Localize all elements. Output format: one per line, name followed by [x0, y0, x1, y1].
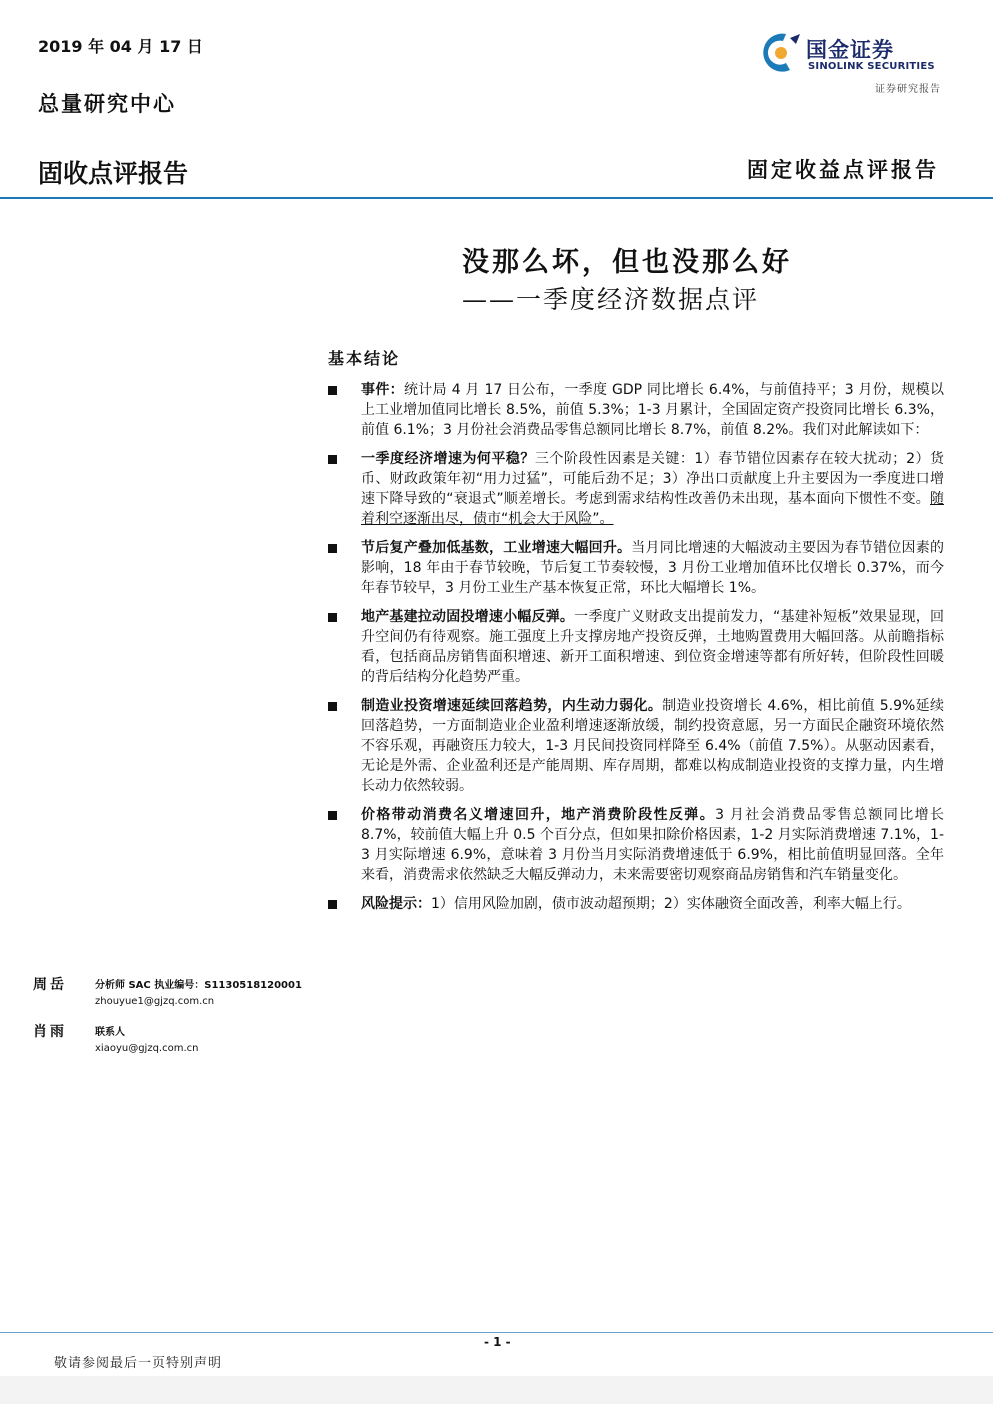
- bullet-square-icon: [328, 613, 337, 622]
- bullet-text: 一季度广义财政支出提前发力，“基建补短板”效果显现，回升空间仍有待观察。施工强度上升支撑房地产投资反弹，土地购置费用大幅回落。从前瞻指标看，包括商品房销售面积增速、新开工面积增速、到位资金增速等都有所好转，但阶段性回暖的背后结构分化趋势严重。: [361, 609, 944, 685]
- bullet-lead: 地产基建拉动固投增速小幅反弹。: [361, 609, 575, 625]
- bullet-square-icon: [328, 455, 337, 464]
- analyst-email[interactable]: zhouyue1@gjzq.com.cn: [95, 996, 215, 1007]
- analyst-name: 周岳: [33, 977, 67, 993]
- bullet-lead: 价格带动消费名义增速回升，地产消费阶段性反弹。: [361, 807, 716, 823]
- analyst-info: [95, 978, 302, 1010]
- bullet-risk: [326, 894, 944, 914]
- bullet-text: 1）信用风险加剧，债市波动超预期；2）实体融资全面改善，利率大幅上行。: [431, 896, 911, 912]
- contact-email[interactable]: xiaoyu@gjzq.com.cn: [95, 1043, 199, 1054]
- analyst-role: 分析师 SAC 执业编号：S1130518120001: [95, 980, 302, 991]
- report-title: 没那么坏，但也没那么好: [462, 247, 792, 278]
- bullet-lead: 制造业投资增速延续回落趋势，内生动力弱化。: [361, 698, 663, 714]
- bullet-industry: [326, 538, 944, 598]
- report-type: 固收点评报告: [38, 159, 189, 188]
- bullet-investment: [326, 607, 944, 687]
- page-number: - 1 -: [484, 1335, 511, 1349]
- logo-subtitle: 证券研究报告: [875, 84, 941, 95]
- contact-info: [95, 1025, 198, 1057]
- conclusion-list: [326, 380, 944, 923]
- bullet-square-icon: [328, 386, 337, 395]
- logo-text-cn: 国金证券: [806, 38, 894, 62]
- report-date: 2019 年 04 月 17 日: [38, 37, 203, 56]
- logo-text-en: SINOLINK SECURITIES: [808, 61, 935, 72]
- bullet-square-icon: [328, 702, 337, 711]
- bullet-underlined-text: 随着利空逐渐出尽，债市“机会大于风险”。: [361, 491, 944, 527]
- bullet-square-icon: [328, 544, 337, 553]
- bullet-text: 制造业投资增长 4.6%，相比前值 5.9%延续回落趋势，一方面制造业企业盈利增速逐渐放缓，制约投资意愿，另一方面民企融资环境依然不容乐观，再融资压力较大，1-3 月民间投资同样降至 6.4%（前值 7.5%）。从驱动因素看，无论是外需、企业盈利还是产能周期、库存周期，都难以构成制造业投资的支撑力量，内生增长动力依然较弱。: [361, 698, 945, 794]
- bullet-manufacturing: [326, 696, 944, 796]
- header-divider: [0, 197, 993, 199]
- bullet-lead: 一季度经济增速为何平稳？: [361, 451, 535, 467]
- footer-disclaimer: 敬请参阅最后一页特别声明: [54, 1356, 223, 1371]
- footer-band: [0, 1376, 993, 1404]
- bullet-square-icon: [328, 900, 337, 909]
- bullet-lead: 节后复产叠加低基数，工业增速大幅回升。: [361, 540, 632, 556]
- bullet-text: 当月同比增速的大幅波动主要因为春节错位因素的影响，18 年由于春节较晚，节后复工节奏较慢，3 月份工业增加值环比仅增长 0.37%，而今年春节较早，3 月份工业生产基本恢复正常，环比大幅增长 1%。: [361, 540, 945, 596]
- bullet-event: [326, 380, 944, 440]
- section-title: 基本结论: [328, 349, 401, 368]
- bullet-text: 3 月社会消费品零售总额同比增长 8.7%，较前值大幅上升 0.5 个百分点，但如果扣除价格因素，1-2 月实际消费增速 7.1%，1-3 月实际增速 6.9%，意味着 3 月份当月实际消费增速低于 6.9%，相比前值明显回落。全年来看，消费需求依然缺乏大幅反弹动力，未来需要密切观察商品房销售和汽车销量变化。: [361, 807, 945, 883]
- report-type-right: 固定收益点评报告: [747, 157, 939, 182]
- bullet-gdp: [326, 449, 944, 529]
- footer-divider: [0, 1332, 993, 1333]
- bullet-consumption: [326, 805, 944, 885]
- bullet-lead: 事件：: [361, 382, 404, 398]
- contact-role: 联系人: [95, 1027, 125, 1038]
- logo-mark-icon: [756, 30, 806, 76]
- bullet-square-icon: [328, 811, 337, 820]
- bullet-text: 三个阶段性因素是关键：1）春节错位因素存在较大扰动；2）货币、财政政策年初“用力过猛”，可能后劲不足；3）净出口贡献度上升主要因为一季度进口增速下降导致的“衰退式”顺差增长。考虑到需求结构性改善仍未出现，基本面向下惯性不变。: [361, 451, 944, 507]
- contact-name: 肖雨: [33, 1024, 67, 1040]
- report-subtitle: ——一季度经济数据点评: [462, 285, 760, 314]
- bullet-lead: 风险提示：: [361, 896, 431, 912]
- department-name: 总量研究中心: [38, 91, 176, 116]
- bullet-text: 统计局 4 月 17 日公布，一季度 GDP 同比增长 6.4%，与前值持平；3 月份，规模以上工业增加值同比增长 8.5%，前值 5.3%；1-3 月累计，全国固定资产投资同比增长 6.3%，前值 6.1%；3 月份社会消费品零售总额同比增长 8.7%，前值 8.2%。我们对此解读如下：: [361, 382, 945, 438]
